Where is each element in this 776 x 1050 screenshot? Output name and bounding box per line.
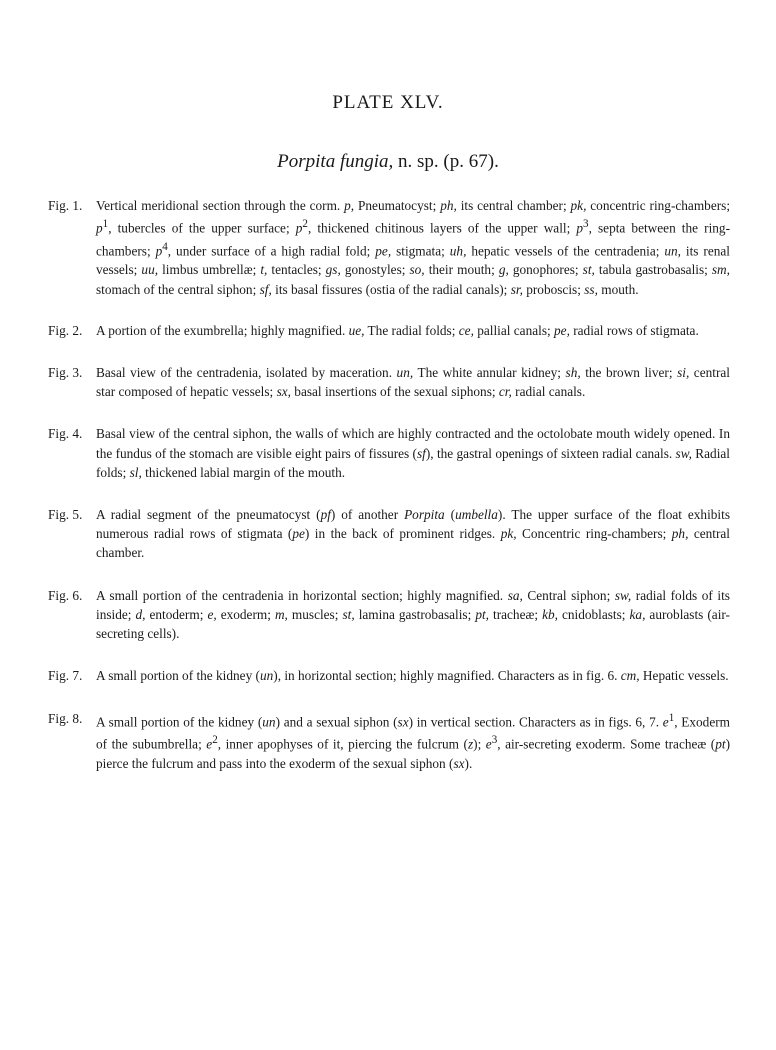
fig-caption-5 xyxy=(48,505,730,563)
fig-text: A radial segment of the pneumatocyst (pf) of another Porpita (umbella). The upper surface of the float exhibits numerous radial rows of stigmata (pe) in the back of prominent ridges. pk, Concentric ring-chambers; ph, central chamber. xyxy=(96,507,731,561)
fig-text: Basal view of the centradenia, isolated by maceration. un, The white annular kidney; sh, the brown liver; si, central star composed of hepatic vessels; sx, basal insertions of the sexual siphons; cr, radial canals. xyxy=(96,365,730,400)
fig-caption-1 xyxy=(48,196,730,299)
fig-label: Fig. 1. xyxy=(48,198,83,213)
fig-caption-3 xyxy=(48,363,730,401)
fig-text: A small portion of the kidney (un), in horizontal section; highly magnified. Characters as in fig. 6. cm, Hepatic vessels. xyxy=(96,668,729,684)
fig-label: Fig. 8. xyxy=(48,710,83,726)
fig-caption-8 xyxy=(48,709,730,773)
fig-text: A portion of the exumbrella; highly magnified. ue, The radial folds; ce, pallial canals; pe, radial rows of stigmata. xyxy=(96,322,699,338)
fig-text: Basal view of the central siphon, the walls of which are highly contracted and the octolobate mouth widely opened. In the fundus of the stomach are visible eight pairs of fissures (sf), the gastral openings of sixteen radial canals. sw, Radial folds; sl, thickened labial margin of the mouth. xyxy=(96,426,730,480)
fig-label: Fig. 6. xyxy=(48,587,83,603)
plate-title: PLATE XLV. xyxy=(332,92,444,113)
fig-label: Fig. 5. xyxy=(48,507,83,523)
fig-caption-7 xyxy=(48,666,730,685)
fig-label: Fig. 4. xyxy=(48,426,83,442)
fig-label: Fig. 3. xyxy=(48,365,83,381)
fig-label: Fig. 7. xyxy=(48,668,83,684)
fig-text: Vertical meridional section through the corm. p, Pneumatocyst; ph, its central chamber; pk, concentric ring-chambers; $p^1$, tubercles of the upper surface; $p^2$, thickened chitinous layers of the upper wall; $p^3$, septa between the ring-chambers; $p^4$, under surface of a high radial fold; pe, stigmata; uh, hepatic vessels of the centradenia; un, its renal vessels; uu, limbus umbrellæ; t, tentacles; gs, gonostyles; so, their mouth; g, gonophores; st, tabula gastrobasalis; sm, stomach of the central siphon; sf, its basal fissures (ostia of the radial canals); sr, proboscis; ss, mouth. xyxy=(96,198,731,297)
fig-text: A small portion of the kidney (un) and a sexual siphon (sx) in vertical section. Characters as in figs. 6, 7. $e^1$, Exoderm of the subumbrella; $e^2$, inner apophyses of it, piercing the fulcrum (z); $e^3$, air-secreting exoderm. Some tracheæ (pt) pierce the fulcrum and pass into the exoderm of the sexual siphon (sx). xyxy=(96,711,731,771)
figure-captions xyxy=(48,196,730,773)
species-name: Porpita fungia, xyxy=(277,151,394,172)
fig-caption-4 xyxy=(48,424,730,482)
species-heading xyxy=(0,151,776,173)
species-page-ref: n. sp. (p. 67). xyxy=(393,151,499,172)
fig-text: A small portion of the centradenia in horizontal section; highly magnified. sa, Central siphon; sw, radial folds of its inside; d, entoderm; e, exoderm; m, muscles; st, lamina gastrobasalis; pt, tracheæ; kb, cnidoblasts; ka, auroblasts (air-secreting cells). xyxy=(96,587,730,642)
fig-caption-6 xyxy=(48,586,730,644)
fig-label: Fig. 2. xyxy=(48,322,83,338)
fig-caption-2 xyxy=(48,321,730,340)
